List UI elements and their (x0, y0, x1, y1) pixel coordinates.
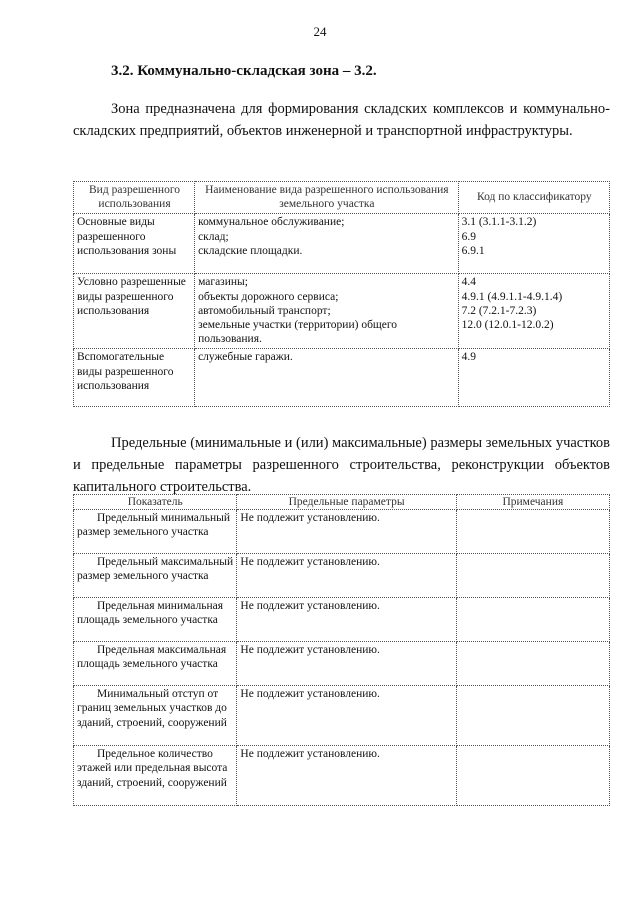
value-cell: Не подлежит установлению. (237, 746, 456, 806)
usage-code: 12.0 (12.0.1-12.0.2) (461, 319, 554, 332)
indicator-text: Предельная максимальная площадь земельного участка (77, 644, 227, 671)
indicator-text: Предельный максимальный размер земельного участка (77, 556, 234, 583)
usage-names-cell (195, 214, 459, 274)
usage-types-table (73, 181, 610, 407)
usage-header-name: Наименование вида разрешенного использования земельного участка (195, 182, 459, 214)
intro-paragraph: Зона предназначена для формирования складских комплексов и коммунально-складских предприятий, объектов инженерной и транспортной инфраструктуры. (73, 101, 610, 139)
limits-table-header-row (74, 495, 610, 510)
usage-code: 4.9.1 (4.9.1.1-4.9.1.4) (461, 290, 563, 303)
usage-kind-cell: Вспомогательные виды разрешенного использования (74, 349, 195, 407)
indicator-cell (74, 598, 237, 642)
limits-header-parameters: Предельные параметры (237, 495, 456, 510)
note-cell (456, 746, 609, 806)
usage-code: 4.4 (461, 276, 476, 289)
value-cell: Не подлежит установлению. (237, 598, 456, 642)
note-cell (456, 510, 609, 554)
limits-table (73, 494, 610, 806)
usage-name: автомобильный транспорт; (198, 304, 331, 317)
usage-code: 3.1 (3.1.1-3.1.2) (461, 216, 537, 229)
usage-names-cell (195, 274, 459, 349)
usage-row-main (74, 214, 610, 274)
usage-header-code: Код по классификатору (458, 182, 609, 214)
usage-row-conditional (74, 274, 610, 349)
limits-row-min-size (74, 510, 610, 554)
usage-codes-cell (458, 274, 609, 349)
value-cell: Не подлежит установлению. (237, 642, 456, 686)
limits-row-min-setback (74, 686, 610, 746)
usage-name: складские площадки. (198, 244, 303, 257)
indicator-cell (74, 510, 237, 554)
value-cell: Не подлежит установлению. (237, 510, 456, 554)
limits-row-max-area (74, 642, 610, 686)
indicator-cell (74, 554, 237, 598)
note-cell (456, 554, 609, 598)
usage-name: коммунальное обслуживание; (198, 216, 345, 229)
indicator-cell (74, 642, 237, 686)
section-heading: 3.2. Коммунально-складская зона – 3.2. (111, 63, 377, 79)
limits-row-max-floors (74, 746, 610, 806)
page-number: 24 (313, 24, 327, 39)
indicator-text: Предельный минимальный размер земельного участка (77, 512, 231, 539)
indicator-cell (74, 686, 237, 746)
note-cell (456, 686, 609, 746)
indicator-text: Минимальный отступ от границ земельных участков до зданий, строений, сооружений (77, 688, 227, 729)
usage-name: склад; (198, 230, 229, 243)
usage-name: земельные участки (территории) общего пользования. (198, 319, 398, 346)
limits-row-max-size (74, 554, 610, 598)
usage-kind-cell: Условно разрешенные виды разрешенного использования (74, 274, 195, 349)
indicator-cell (74, 746, 237, 806)
usage-code: 6.9 (461, 230, 476, 243)
usage-code: 7.2 (7.2.1-7.2.3) (461, 304, 537, 317)
limits-header-notes: Примечания (456, 495, 609, 510)
value-cell: Не подлежит установлению. (237, 554, 456, 598)
note-cell (456, 642, 609, 686)
usage-name: объекты дорожного сервиса; (198, 290, 339, 303)
usage-code: 4.9 (461, 351, 476, 364)
usage-table-header-row (74, 182, 610, 214)
usage-name: служебные гаражи. (198, 351, 293, 364)
usage-kind-cell: Основные виды разрешенного использования зоны (74, 214, 195, 274)
usage-name: магазины; (198, 276, 248, 289)
limits-header-indicator: Показатель (74, 495, 237, 510)
indicator-text: Предельная минимальная площадь земельного участка (77, 600, 224, 627)
value-cell: Не подлежит установлению. (237, 686, 456, 746)
usage-row-auxiliary (74, 349, 610, 407)
usage-codes-cell (458, 214, 609, 274)
limits-row-min-area (74, 598, 610, 642)
usage-codes-cell (458, 349, 609, 407)
note-cell (456, 598, 609, 642)
indicator-text: Предельное количество этажей или предельная высота зданий, строений, сооружений (77, 748, 228, 789)
usage-header-kind: Вид разрешенного использования (74, 182, 195, 214)
limits-paragraph: Предельные (минимальные и (или) максимальные) размеры земельных участков и предельные параметры разрешенного строительства, реконструкции объектов капитального строительства. (73, 435, 610, 495)
usage-code: 6.9.1 (461, 244, 485, 257)
usage-names-cell (195, 349, 459, 407)
